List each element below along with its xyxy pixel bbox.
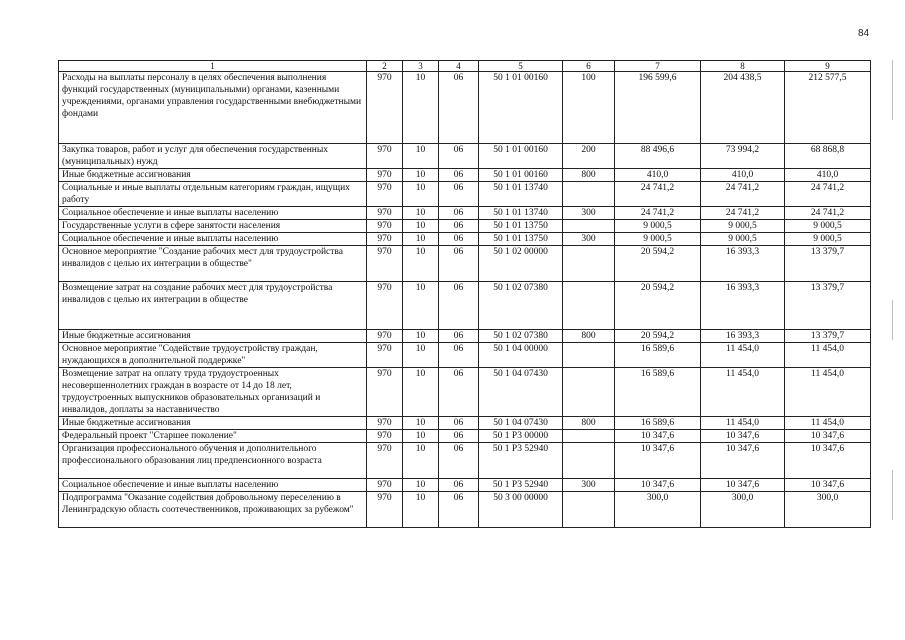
table-row: [59, 207, 871, 220]
row-value-cell: 68 868,8: [785, 144, 871, 169]
column-header-4: 4: [439, 61, 479, 72]
row-value-cell: 50 3 00 00000: [479, 492, 563, 528]
row-value-cell: 50 1 01 13750: [479, 233, 563, 246]
row-value-cell: 24 741,2: [785, 182, 871, 207]
row-value-cell: [563, 220, 615, 233]
column-header-2: 2: [367, 61, 403, 72]
table-row: [59, 282, 871, 330]
row-value-cell: 13 379,7: [785, 282, 871, 330]
row-name-cell: Социальные и иные выплаты отдельным категориям граждан, ищущих работу: [59, 182, 367, 207]
column-header-3: 3: [403, 61, 439, 72]
row-value-cell: 970: [367, 144, 403, 169]
row-value-cell: [563, 282, 615, 330]
row-value-cell: 10 347,6: [785, 443, 871, 479]
table-row: [59, 479, 871, 492]
row-value-cell: 970: [367, 220, 403, 233]
row-value-cell: 300: [563, 233, 615, 246]
row-value-cell: 10: [403, 169, 439, 182]
column-header-8: 8: [701, 61, 785, 72]
row-name-cell: Возмещение затрат на создание рабочих мест для трудоустройства инвалидов с целью их интеграции в обществе: [59, 282, 367, 330]
row-name-cell: Закупка товаров, работ и услуг для обеспечения государственных (муниципальных) нужд: [59, 144, 367, 169]
table-row: [59, 144, 871, 169]
row-value-cell: 11 454,0: [701, 343, 785, 368]
table-body: [59, 72, 871, 528]
row-value-cell: [563, 246, 615, 282]
row-value-cell: [563, 492, 615, 528]
row-value-cell: 06: [439, 144, 479, 169]
row-value-cell: 970: [367, 282, 403, 330]
row-value-cell: 11 454,0: [701, 368, 785, 417]
row-name-cell: Организация профессионального обучения и дополнительного профессионального образования лиц предпенсионного возраста: [59, 443, 367, 479]
row-name-cell: Иные бюджетные ассигнования: [59, 330, 367, 343]
row-value-cell: 10 347,6: [701, 430, 785, 443]
row-value-cell: 10: [403, 207, 439, 220]
row-name-cell: Иные бюджетные ассигнования: [59, 417, 367, 430]
row-name-cell: Федеральный проект "Старшее поколение": [59, 430, 367, 443]
row-value-cell: 16 393,3: [701, 246, 785, 282]
row-value-cell: 10: [403, 368, 439, 417]
row-value-cell: 06: [439, 479, 479, 492]
row-value-cell: 16 393,3: [701, 282, 785, 330]
row-value-cell: 06: [439, 182, 479, 207]
scan-edge-mark: [892, 60, 893, 120]
row-value-cell: 20 594,2: [615, 282, 701, 330]
page-number: 84: [858, 28, 870, 39]
row-value-cell: 800: [563, 330, 615, 343]
row-name-cell: Подпрограмма "Оказание содействия добровольному переселению в Ленинградскую область соотечественников, проживающих за рубежом": [59, 492, 367, 528]
row-value-cell: 88 496,6: [615, 144, 701, 169]
row-value-cell: [563, 182, 615, 207]
row-value-cell: 50 1 P3 52940: [479, 443, 563, 479]
row-value-cell: 24 741,2: [701, 207, 785, 220]
row-value-cell: 50 1 P3 00000: [479, 430, 563, 443]
row-value-cell: 970: [367, 207, 403, 220]
row-value-cell: 10: [403, 144, 439, 169]
row-value-cell: 50 1 01 13740: [479, 207, 563, 220]
table-row: [59, 368, 871, 417]
row-value-cell: 212 577,5: [785, 72, 871, 144]
row-value-cell: 970: [367, 330, 403, 343]
row-value-cell: 10 347,6: [785, 479, 871, 492]
row-value-cell: 24 741,2: [615, 207, 701, 220]
row-value-cell: 10: [403, 246, 439, 282]
row-value-cell: 16 589,6: [615, 343, 701, 368]
row-value-cell: 06: [439, 430, 479, 443]
row-value-cell: 06: [439, 443, 479, 479]
row-value-cell: 10: [403, 417, 439, 430]
table-row: [59, 233, 871, 246]
row-name-cell: Социальное обеспечение и иные выплаты населению: [59, 479, 367, 492]
row-value-cell: 20 594,2: [615, 330, 701, 343]
row-value-cell: 06: [439, 169, 479, 182]
row-value-cell: 10 347,6: [785, 430, 871, 443]
row-value-cell: 06: [439, 72, 479, 144]
row-value-cell: 196 599,6: [615, 72, 701, 144]
row-value-cell: 10: [403, 233, 439, 246]
row-value-cell: 24 741,2: [615, 182, 701, 207]
row-value-cell: 300: [563, 207, 615, 220]
column-header-9: 9: [785, 61, 871, 72]
row-value-cell: 970: [367, 479, 403, 492]
table-row: [59, 492, 871, 528]
row-value-cell: 10: [403, 330, 439, 343]
row-value-cell: 20 594,2: [615, 246, 701, 282]
row-value-cell: 300: [563, 479, 615, 492]
row-value-cell: 06: [439, 220, 479, 233]
row-value-cell: 16 589,6: [615, 417, 701, 430]
row-value-cell: 100: [563, 72, 615, 144]
row-value-cell: 06: [439, 417, 479, 430]
row-value-cell: 11 454,0: [785, 417, 871, 430]
row-name-cell: Основное мероприятие "Создание рабочих мест для трудоустройства инвалидов с целью их интеграции в обществе": [59, 246, 367, 282]
row-value-cell: 10: [403, 492, 439, 528]
row-name-cell: Расходы на выплаты персоналу в целях обеспечения выполнения функций государственных (муниципальными) органами, казенными учреждениями, органами управления государственными внебюджетными фондами: [59, 72, 367, 144]
row-value-cell: 24 741,2: [701, 182, 785, 207]
budget-table: [58, 60, 871, 528]
row-value-cell: 9 000,5: [615, 233, 701, 246]
row-name-cell: Возмещение затрат на оплату труда трудоустроенных несовершеннолетних граждан в возрасте от 14 до 18 лет, трудоустроенных выпускников образовательных организаций и инвалидов, доплаты за наставничество: [59, 368, 367, 417]
row-value-cell: 970: [367, 368, 403, 417]
row-value-cell: 970: [367, 343, 403, 368]
row-value-cell: 13 379,7: [785, 246, 871, 282]
row-value-cell: 06: [439, 233, 479, 246]
row-value-cell: 06: [439, 246, 479, 282]
table-header-row: [59, 61, 871, 72]
row-value-cell: 204 438,5: [701, 72, 785, 144]
row-value-cell: 50 1 01 13740: [479, 182, 563, 207]
scan-edge-mark: [892, 300, 893, 340]
row-value-cell: 50 1 02 07380: [479, 330, 563, 343]
column-header-5: 5: [479, 61, 563, 72]
row-value-cell: 970: [367, 169, 403, 182]
row-value-cell: 10 347,6: [701, 479, 785, 492]
row-value-cell: 970: [367, 443, 403, 479]
row-value-cell: 970: [367, 246, 403, 282]
row-value-cell: 50 1 04 00000: [479, 343, 563, 368]
row-value-cell: 410,0: [701, 169, 785, 182]
table-row: [59, 182, 871, 207]
row-value-cell: 50 1 04 07430: [479, 368, 563, 417]
row-value-cell: 10 347,6: [615, 443, 701, 479]
row-value-cell: 50 1 01 13750: [479, 220, 563, 233]
row-value-cell: 10 347,6: [615, 479, 701, 492]
table-row: [59, 169, 871, 182]
row-value-cell: 300,0: [615, 492, 701, 528]
row-name-cell: Иные бюджетные ассигнования: [59, 169, 367, 182]
row-value-cell: [563, 343, 615, 368]
row-value-cell: 10 347,6: [615, 430, 701, 443]
row-value-cell: [563, 368, 615, 417]
row-value-cell: 10: [403, 220, 439, 233]
row-value-cell: 9 000,5: [785, 220, 871, 233]
table-row: [59, 343, 871, 368]
table-row: [59, 417, 871, 430]
row-value-cell: 300,0: [785, 492, 871, 528]
row-value-cell: 11 454,0: [701, 417, 785, 430]
row-value-cell: 970: [367, 430, 403, 443]
scan-edge-mark: [892, 470, 893, 520]
table-row: [59, 330, 871, 343]
table-row: [59, 443, 871, 479]
row-value-cell: 970: [367, 233, 403, 246]
row-value-cell: 970: [367, 417, 403, 430]
row-value-cell: 50 1 01 00160: [479, 144, 563, 169]
row-name-cell: Социальное обеспечение и иные выплаты населению: [59, 233, 367, 246]
row-value-cell: 11 454,0: [785, 368, 871, 417]
row-value-cell: 300,0: [701, 492, 785, 528]
row-value-cell: [563, 430, 615, 443]
row-value-cell: 10: [403, 443, 439, 479]
row-value-cell: 11 454,0: [785, 343, 871, 368]
row-value-cell: 9 000,5: [701, 220, 785, 233]
column-header-6: 6: [563, 61, 615, 72]
column-header-7: 7: [615, 61, 701, 72]
row-value-cell: [563, 443, 615, 479]
row-value-cell: 970: [367, 492, 403, 528]
row-value-cell: 24 741,2: [785, 207, 871, 220]
row-value-cell: 970: [367, 182, 403, 207]
table-row: [59, 220, 871, 233]
row-value-cell: 410,0: [615, 169, 701, 182]
row-name-cell: Государственные услуги в сфере занятости населения: [59, 220, 367, 233]
row-value-cell: 9 000,5: [785, 233, 871, 246]
table-row: [59, 246, 871, 282]
row-value-cell: 10: [403, 343, 439, 368]
row-value-cell: 50 1 02 00000: [479, 246, 563, 282]
row-value-cell: 13 379,7: [785, 330, 871, 343]
row-value-cell: 16 589,6: [615, 368, 701, 417]
row-value-cell: 50 1 01 00160: [479, 169, 563, 182]
row-value-cell: 10: [403, 182, 439, 207]
row-value-cell: 06: [439, 282, 479, 330]
row-value-cell: 970: [367, 72, 403, 144]
row-value-cell: 10: [403, 479, 439, 492]
row-value-cell: 800: [563, 169, 615, 182]
row-value-cell: 50 1 01 00160: [479, 72, 563, 144]
row-value-cell: 9 000,5: [615, 220, 701, 233]
table-row: [59, 430, 871, 443]
row-value-cell: 200: [563, 144, 615, 169]
row-value-cell: 9 000,5: [701, 233, 785, 246]
column-header-1: 1: [59, 61, 367, 72]
row-value-cell: 73 994,2: [701, 144, 785, 169]
row-value-cell: 10 347,6: [701, 443, 785, 479]
row-value-cell: 50 1 02 07380: [479, 282, 563, 330]
row-value-cell: 06: [439, 492, 479, 528]
row-value-cell: 06: [439, 207, 479, 220]
table-row: [59, 72, 871, 144]
row-value-cell: 50 1 04 07430: [479, 417, 563, 430]
row-value-cell: 10: [403, 430, 439, 443]
row-name-cell: Основное мероприятие "Содействие трудоустройству граждан, нуждающихся в дополнительной поддержке": [59, 343, 367, 368]
row-value-cell: 800: [563, 417, 615, 430]
row-name-cell: Социальное обеспечение и иные выплаты населению: [59, 207, 367, 220]
row-value-cell: 50 1 P3 52940: [479, 479, 563, 492]
row-value-cell: 06: [439, 330, 479, 343]
row-value-cell: 06: [439, 343, 479, 368]
row-value-cell: 10: [403, 282, 439, 330]
row-value-cell: 10: [403, 72, 439, 144]
row-value-cell: 16 393,3: [701, 330, 785, 343]
row-value-cell: 06: [439, 368, 479, 417]
row-value-cell: 410,0: [785, 169, 871, 182]
